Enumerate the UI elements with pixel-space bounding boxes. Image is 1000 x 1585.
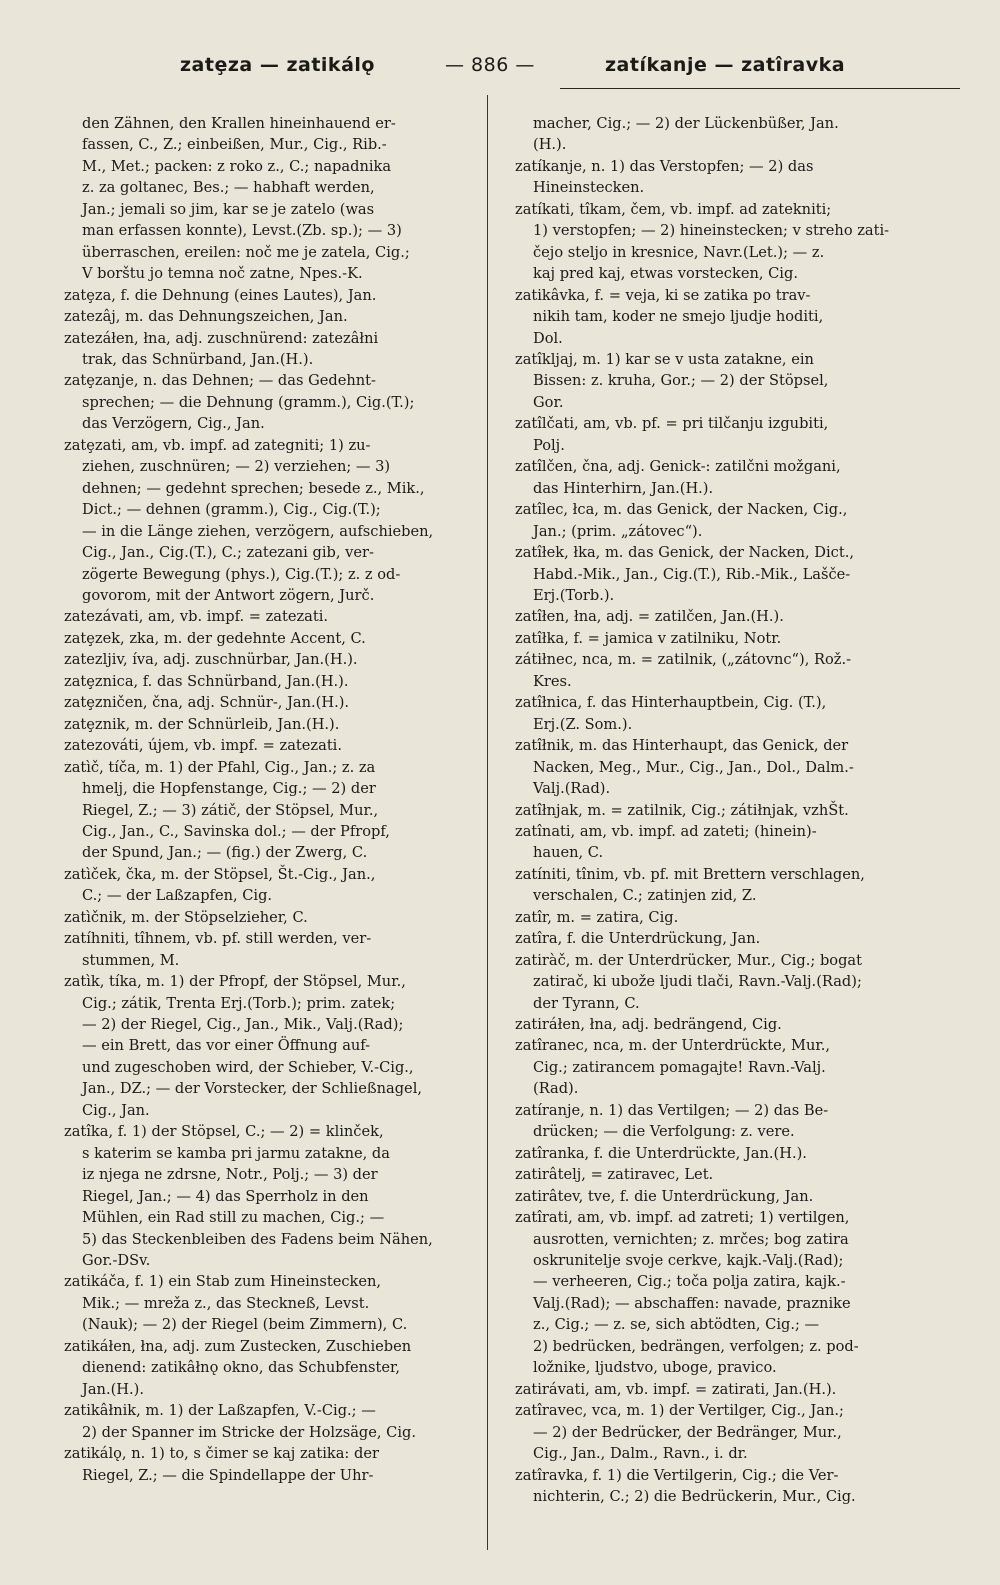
entry-continuation-line: oskrunitelje svoje cerkve, kajk.-Valj.(Rad); (533, 1252, 844, 1270)
entry-headword-line: zátiłnec, nca, m. = zatilnik, („zátovnc“), Rož.- (515, 651, 852, 669)
page-header (40, 54, 960, 84)
entry-continuation-line: nichterin, C.; 2) die Bedrückerin, Mur., Cig. (533, 1488, 856, 1505)
entry-continuation-line: — 2) der Riegel, Cig., Jan., Mik., Valj.(Rad); (82, 1016, 404, 1034)
entry-headword-line: zatíkanje, n. 1) das Verstopfen; — 2) das (515, 157, 814, 175)
entry-headword-line: zatȩznica, f. das Schnürband, Jan.(H.). (64, 672, 349, 690)
entry-headword-line: zatíhniti, tîhnem, vb. pf. still werden, ver- (64, 930, 372, 948)
entry-continuation-line: dehnen; — gedehnt sprechen; besede z., Mik., (82, 479, 425, 497)
entry-headword-line: zatînati, am, vb. impf. ad zateti; (hinein)- (515, 822, 817, 840)
entry-headword-line: zatîlec, łca, m. das Genick, der Nacken, Cig., (515, 501, 848, 519)
entry-continuation-line: man erfassen konnte), Levst.(Zb. sp.); — 3) (82, 222, 402, 240)
entry-continuation-line: Polj. (533, 436, 565, 454)
entry-headword-line: zatîra, f. die Unterdrückung, Jan. (515, 930, 761, 948)
entry-continuation-line: 2) bedrücken, bedrängen, verfolgen; z. pod- (533, 1337, 859, 1355)
entry-continuation-line: 1) verstopfen; — 2) hineinstecken; v streho zati- (533, 222, 890, 240)
page-number: — 886 — (445, 54, 535, 76)
entry-headword-line: zatikâłnik, m. 1) der Laßzapfen, V.-Cig.; — (64, 1402, 376, 1420)
entry-continuation-line: (H.). (533, 136, 567, 154)
entry-continuation-line: (Nauk); — 2) der Riegel (beim Zimmern), C. (82, 1316, 408, 1334)
entry-continuation-line: fassen, C., Z.; einbeißen, Mur., Cig., Rib.- (82, 136, 387, 154)
entry-headword-line: zatirâtelj, = zatiravec, Let. (515, 1166, 714, 1184)
entry-continuation-line: Cig., Jan., C., Savinska dol.; — der Pfropf, (82, 822, 390, 840)
entry-continuation-line: zögerte Bewegung (phys.), Cig.(T.); z. z od- (82, 565, 401, 583)
entry-continuation-line: Nacken, Meg., Mur., Cig., Jan., Dol., Dalm.- (533, 758, 854, 776)
entry-headword-line: zatirâtev, tve, f. die Unterdrückung, Jan. (515, 1187, 814, 1205)
entry-headword-line: zatikáča, f. 1) ein Stab zum Hineinstecken, (64, 1273, 382, 1291)
entry-continuation-line: das Hinterhirn, Jan.(H.). (533, 479, 714, 497)
entry-continuation-line: trak, das Schnürband, Jan.(H.). (82, 350, 314, 368)
entry-continuation-line: ausrotten, vernichten; z. mrčes; bog zatira (533, 1230, 849, 1248)
entry-headword-line: zatîkljaj, m. 1) kar se v usta zatakne, ein (515, 350, 814, 368)
entry-headword-line: zatîrati, am, vb. impf. ad zatreti; 1) vertilgen, (515, 1209, 850, 1227)
entry-continuation-line: überraschen, ereilen: noč me je zatela, Cig.; (82, 243, 410, 261)
entry-headword-line: zatîlčen, čna, adj. Genick-: zatilčni možgani, (515, 458, 841, 476)
entry-continuation-line: — 2) der Bedrücker, der Bedränger, Mur., (533, 1423, 842, 1441)
entry-continuation-line: Jan.(H.). (82, 1380, 144, 1398)
entry-headword-line: zatîranec, nca, m. der Unterdrückte, Mur., (515, 1037, 831, 1055)
entry-continuation-line: Riegel, Jan.; — 4) das Sperrholz in den (82, 1187, 369, 1205)
entry-headword-line: zatîravec, vca, m. 1) der Vertilger, Cig., Jan.; (515, 1402, 844, 1420)
entry-continuation-line: der Spund, Jan.; — (fig.) der Zwerg, C. (82, 844, 368, 862)
entry-headword-line: zatiráłen, łna, adj. bedrängend, Cig. (515, 1016, 782, 1034)
entry-headword-line: zatíkati, tîkam, čem, vb. impf. ad zatekniti; (515, 200, 832, 218)
entry-continuation-line: drücken; — die Verfolgung: z. vere. (533, 1123, 795, 1141)
right-column (515, 113, 935, 1507)
entry-headword-line: zatîlčati, am, vb. pf. = pri tilčanju izgubiti, (515, 415, 829, 433)
entry-continuation-line: Cig., Jan., Cig.(T.), C.; zatezani gib, ver- (82, 544, 374, 562)
entry-continuation-line: Cig.; zátik, Trenta Erj.(Torb.); prim. zatek; (82, 994, 396, 1012)
entry-headword-line: zatíranje, n. 1) das Vertilgen; — 2) das Be- (515, 1101, 829, 1119)
entry-continuation-line: nikih tam, koder ne smejo ljudje hoditi, (533, 308, 824, 326)
entry-continuation-line: Erj.(Torb.). (533, 586, 615, 604)
entry-headword-line: zatìk, tíka, m. 1) der Pfropf, der Stöpsel, Mur., (64, 973, 406, 991)
entry-continuation-line: Valj.(Rad). (533, 780, 611, 798)
entry-continuation-line: Mühlen, ein Rad still zu machen, Cig.; — (82, 1209, 385, 1227)
entry-continuation-line: — ein Brett, das vor einer Öffnung auf- (82, 1037, 371, 1055)
entry-continuation-line: Dict.; — dehnen (gramm.), Cig., Cig.(T.); (82, 501, 381, 519)
entry-continuation-line: z., Cig.; — z. se, sich abtödten, Cig.; — (533, 1316, 820, 1334)
entry-continuation-line: hmelj, die Hopfenstange, Cig.; — 2) der (82, 780, 376, 798)
entry-continuation-line: Bissen: z. kruha, Gor.; — 2) der Stöpsel, (533, 372, 829, 390)
entry-continuation-line: Jan.; (prim. „zátovec“). (533, 522, 703, 540)
entry-continuation-line: Erj.(Z. Som.). (533, 715, 633, 733)
entry-continuation-line: Mik.; — mreža z., das Steckneß, Levst. (82, 1294, 370, 1312)
entry-continuation-line: iz njega ne zdrsne, Notr., Polj.; — 3) der (82, 1166, 378, 1184)
entry-headword-line: zatezâj, m. das Dehnungszeichen, Jan. (64, 308, 348, 326)
entry-continuation-line: und zugeschoben wird, der Schieber, V.-Cig., (82, 1058, 414, 1076)
entry-headword-line: zatîłek, łka, m. das Genick, der Nacken, Dict., (515, 544, 854, 562)
entry-continuation-line: das Verzögern, Cig., Jan. (82, 415, 265, 433)
entry-headword-line: zatîłnjak, m. = zatilnik, Cig.; zátiłnjak, vzhŠt. (515, 801, 849, 819)
entry-continuation-line: ložnike, ljudstvo, uboge, pravico. (533, 1359, 777, 1377)
entry-continuation-line: Valj.(Rad); — abschaffen: navade, praznike (533, 1294, 851, 1312)
entry-continuation-line: stummen, M. (82, 951, 180, 969)
entry-headword-line: zatȩzničen, čna, adj. Schnür-, Jan.(H.). (64, 694, 350, 712)
entry-continuation-line: Kres. (533, 672, 572, 690)
entry-continuation-line: der Tyrann, C. (533, 994, 640, 1012)
entry-headword-line: zatîłnik, m. das Hinterhaupt, das Genick, der (515, 737, 849, 755)
header-left-guide-words: zatȩza — zatikálǫ (180, 54, 375, 76)
entry-continuation-line: zatirač, ki ubože ljudi tlači, Ravn.-Valj.(Rad); (533, 973, 862, 991)
entry-headword-line: zatìč, tíča, m. 1) der Pfahl, Cig., Jan.; z. za (64, 758, 376, 776)
entry-headword-line: zatîravka, f. 1) die Vertilgerin, Cig.; die Ver- (515, 1466, 839, 1484)
entry-continuation-line: Cig., Jan. (82, 1101, 150, 1119)
entry-headword-line: zatirávati, am, vb. impf. = zatirati, Jan.(H.). (515, 1380, 837, 1398)
entry-continuation-line: C.; — der Laßzapfen, Cig. (82, 887, 273, 905)
entry-continuation-line: — in die Länge ziehen, verzögern, aufschieben, (82, 522, 434, 540)
entry-headword-line: zatezávati, am, vb. impf. = zatezati. (64, 608, 329, 626)
entry-headword-line: zatìček, čka, m. der Stöpsel, Št.-Cig., Jan., (64, 865, 376, 883)
entry-headword-line: zatezáłen, łna, adj. zuschnürend: zatezâłni (64, 329, 379, 347)
entry-continuation-line: macher, Cig.; — 2) der Lückenbüßer, Jan. (533, 115, 839, 132)
entry-headword-line: zatîka, f. 1) der Stöpsel, C.; — 2) = klinček, (64, 1123, 384, 1141)
header-rule (560, 88, 960, 89)
entry-headword-line: zatìčnik, m. der Stöpselzieher, C. (64, 908, 308, 926)
entry-continuation-line: Dol. (533, 329, 563, 347)
entry-continuation-line: Jan.; jemali so jim, kar se je zatelo (was (82, 200, 375, 218)
entry-continuation-line: Habd.-Mik., Jan., Cig.(T.), Rib.-Mik., Lašče- (533, 565, 851, 583)
entry-continuation-line: hauen, C. (533, 844, 604, 862)
entry-continuation-line: (Rad). (533, 1080, 579, 1098)
entry-headword-line: zatikâvka, f. = veja, ki se zatika po trav- (515, 286, 811, 304)
entry-headword-line: zatikálǫ, n. 1) to, s čimer se kaj zatika: der (64, 1445, 379, 1463)
entry-continuation-line: govorom, mit der Antwort zögern, Jurč. (82, 586, 375, 604)
entry-headword-line: zatîłen, łna, adj. = zatilčen, Jan.(H.). (515, 608, 784, 626)
entry-continuation-line: verschalen, C.; zatinjen zid, Z. (533, 887, 757, 905)
entry-continuation-line: 5) das Steckenbleiben des Fadens beim Nähen, (82, 1230, 433, 1248)
entry-headword-line: zatezováti, újem, vb. impf. = zatezati. (64, 737, 342, 755)
entry-headword-line: zatíniti, tînim, vb. pf. mit Brettern verschlagen, (515, 865, 865, 883)
entry-headword-line: zatȩzek, zka, m. der gedehnte Accent, C. (64, 629, 366, 647)
entry-headword-line: zatîłka, f. = jamica v zatilniku, Notr. (515, 629, 782, 647)
entry-continuation-line: z. za goltanec, Bes.; — habhaft werden, (82, 179, 375, 197)
entry-continuation-line: ziehen, zuschnüren; — 2) verziehen; — 3) (82, 458, 391, 476)
entry-headword-line: zatikáłen, łna, adj. zum Zustecken, Zuschieben (64, 1337, 412, 1355)
entry-continuation-line: — verheeren, Cig.; toča polja zatira, kajk.- (533, 1273, 846, 1291)
entry-continuation-line: Hineinstecken. (533, 179, 645, 197)
entry-continuation-line: Riegel, Z.; — 3) zátič, der Stöpsel, Mur., (82, 801, 379, 819)
entry-headword-line: zatȩza, f. die Dehnung (eines Lautes), Jan. (64, 286, 377, 304)
entry-continuation-line: 2) der Spanner im Stricke der Holzsäge, Cig. (82, 1423, 416, 1441)
column-divider (487, 95, 488, 1550)
entry-continuation-line: Riegel, Z.; — die Spindellappe der Uhr- (82, 1466, 374, 1484)
entry-continuation-line: Cig.; zatirancem pomagajte! Ravn.-Valj. (533, 1058, 826, 1076)
entry-headword-line: zatȩznik, m. der Schnürleib, Jan.(H.). (64, 715, 340, 733)
entry-continuation-line: Gor.-DSv. (82, 1252, 151, 1270)
entry-continuation-line: sprechen; — die Dehnung (gramm.), Cig.(T.); (82, 393, 415, 411)
entry-headword-line: zatezljiv, íva, adj. zuschnürbar, Jan.(H.). (64, 651, 358, 669)
entry-continuation-line: kaj pred kaj, etwas vorstecken, Cig. (533, 265, 798, 283)
entry-continuation-line: dienend: zatikâłnǫ okno, das Schubfenster, (82, 1359, 401, 1377)
entry-headword-line: zatîranka, f. die Unterdrückte, Jan.(H.). (515, 1144, 807, 1162)
entry-continuation-line: M., Met.; packen: z roko z., C.; napadnika (82, 157, 392, 175)
entry-headword-line: zatȩzati, am, vb. impf. ad zategniti; 1) zu- (64, 436, 371, 454)
entry-headword-line: zatȩzanje, n. das Dehnen; — das Gedehnt- (64, 372, 376, 390)
entry-headword-line: zatiràč, m. der Unterdrücker, Mur., Cig.; bogat (515, 951, 862, 969)
entry-headword-line: zatîłnica, f. das Hinterhauptbein, Cig. (T.), (515, 694, 827, 712)
entry-continuation-line: den Zähnen, den Krallen hineinhauend er- (82, 115, 396, 132)
left-column (64, 113, 484, 1486)
entry-continuation-line: s katerim se kamba pri jarmu zatakne, da (82, 1144, 390, 1162)
entry-continuation-line: čejo steljo in kresnice, Navr.(Let.); — z. (533, 243, 825, 261)
entry-continuation-line: Cig., Jan., Dalm., Ravn., i. dr. (533, 1445, 748, 1463)
entry-continuation-line: Gor. (533, 393, 564, 411)
entry-continuation-line: V borštu jo temna noč zatne, Npes.-K. (82, 265, 363, 283)
header-right-guide-words: zatíkanje — zatîravka (605, 54, 846, 76)
entry-continuation-line: Jan., DZ.; — der Vorstecker, der Schließnagel, (82, 1080, 422, 1098)
entry-headword-line: zatîr, m. = zatira, Cig. (515, 908, 679, 926)
